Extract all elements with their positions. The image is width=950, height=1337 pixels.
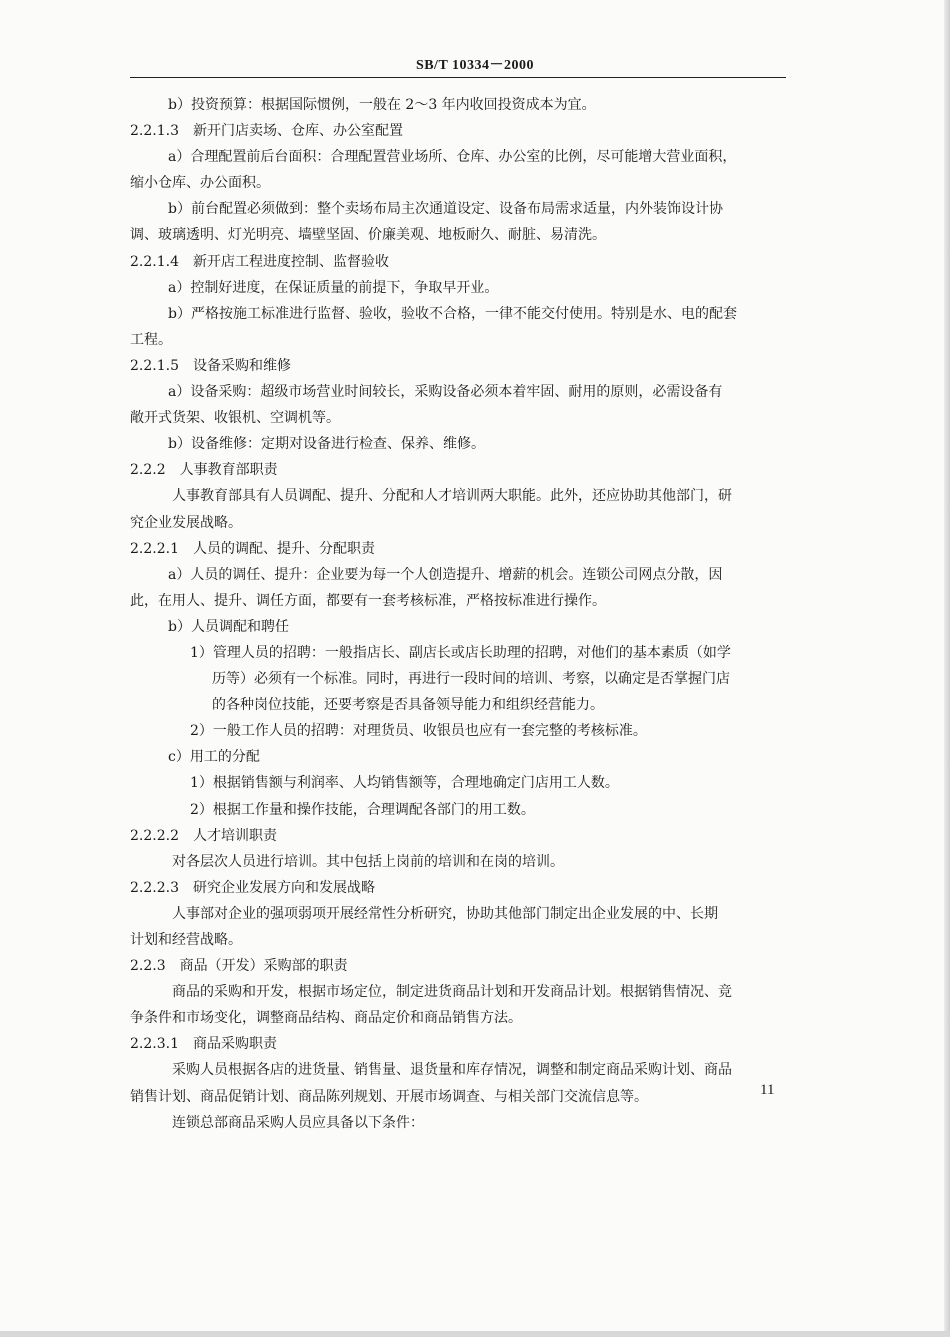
indented-text-line: b）严格按施工标准进行监督、验收，验收不合格，一律不能交付使用。特别是水、电的配套: [168, 305, 737, 322]
text-line: 2.2.2 人事教育部职责: [130, 462, 278, 479]
indented-text-line: 历等）必须有一个标准。同时，再进行一段时间的培训、考察，以确定是否掌握门店: [212, 671, 730, 688]
text-line: 计划和经营战略。: [130, 932, 242, 948]
text-line: 敞开式货架、收银机、空调机等。: [130, 410, 340, 427]
indented-text-line: 商品的采购和开发，根据市场定位，制定进货商品计划和开发商品计划。根据销售情况、竞: [172, 984, 732, 1001]
text-line: 2.2.2.2 人才培训职责: [130, 827, 277, 844]
indented-text-line: b）前台配置必须做到：整个卖场布局主次通道设定、设备布局需求适量，内外装饰设计协: [168, 201, 723, 218]
indented-text-line: b）人员调配和聘任: [168, 618, 289, 635]
indented-text-line: c）用工的分配: [168, 749, 260, 766]
indented-text-line: 2）一般工作人员的招聘：对理货员、收银员也应有一套完整的考核标准。: [190, 723, 647, 740]
indented-text-line: a）设备采购：超级市场营业时间较长，采购设备必须本着牢固、耐用的原则，必需设备有: [168, 384, 723, 401]
text-line: 2.2.2.3 研究企业发展方向和发展战略: [130, 879, 375, 896]
text-line: 2.2.3.1 商品采购职责: [130, 1036, 277, 1053]
indented-text-line: 2）根据工作量和操作技能，合理调配各部门的用工数。: [190, 801, 535, 818]
scan-edge-right: [944, 0, 950, 1337]
indented-text-line: 人事部对企业的强项弱项开展经常性分析研究，协助其他部门制定出企业发展的中、长期: [172, 905, 718, 922]
text-line: 销售计划、商品促销计划、商品陈列规划、开展市场调查、与相关部门交流信息等。: [130, 1088, 648, 1105]
standard-code-header: SB/T 10334－2000: [415, 58, 535, 73]
indented-text-line: 对各层次人员进行培训。其中包括上岗前的培训和在岗的培训。: [172, 853, 564, 870]
text-line: 2.2.1.4 新开店工程进度控制、监督验收: [130, 253, 389, 270]
text-line: 缩小仓库、办公面积。: [130, 175, 270, 192]
text-line: 2.2.2.1 人员的调配、提升、分配职责: [130, 540, 375, 557]
text-line: 此，在用人、提升、调任方面，都要有一套考核标准，严格按标准进行操作。: [130, 592, 606, 609]
indented-text-line: 采购人员根据各店的进货量、销售量、退货量和库存情况，调整和制定商品采购计划、商品: [172, 1062, 732, 1079]
indented-text-line: a）合理配置前后台面积：合理配置营业场所、仓库、办公室的比例，尽可能增大营业面积，: [168, 149, 737, 166]
text-line: 2.2.1.5 设备采购和维修: [130, 357, 291, 374]
text-line: 争条件和市场变化，调整商品结构、商品定价和商品销售方法。: [130, 1010, 522, 1027]
text-line: 2.2.3 商品（开发）采购部的职责: [130, 958, 348, 975]
scan-edge-bottom: [0, 1331, 950, 1337]
indented-text-line: a）控制好进度，在保证质量的前提下，争取早开业。: [168, 279, 499, 296]
indented-text-line: a）人员的调任、提升：企业要为每一个人创造提升、增薪的机会。连锁公司网点分散，因: [168, 566, 723, 583]
indented-text-line: 人事教育部具有人员调配、提升、分配和人才培训两大职能。此外，还应协助其他部门，研: [172, 488, 732, 505]
indented-text-line: 1）根据销售额与利润率、人均销售额等，合理地确定门店用工人数。: [190, 775, 619, 792]
page-number: 11: [760, 1082, 775, 1098]
text-line: 2.2.1.3 新开门店卖场、仓库、办公室配置: [130, 123, 403, 140]
header-rule: [130, 77, 786, 78]
text-line: 工程。: [130, 331, 172, 348]
indented-text-line: b）投资预算：根据国际惯例，一般在 2～3 年内收回投资成本为宜。: [168, 97, 596, 113]
body-text: [130, 92, 790, 1136]
indented-text-line: b）设备维修：定期对设备进行检查、保养、维修。: [168, 436, 485, 453]
indented-text-line: 的各种岗位技能，还要考察是否具备领导能力和组织经营能力。: [212, 697, 604, 714]
text-line: 究企业发展战略。: [130, 514, 242, 531]
text-line: 调、玻璃透明、灯光明亮、墙壁坚固、价廉美观、地板耐久、耐脏、易清洗。: [130, 227, 606, 244]
indented-text-line: 1）管理人员的招聘：一般指店长、副店长或店长助理的招聘，对他们的基本素质（如学: [190, 644, 731, 661]
indented-text-line: 连锁总部商品采购人员应具备以下条件：: [172, 1114, 424, 1131]
